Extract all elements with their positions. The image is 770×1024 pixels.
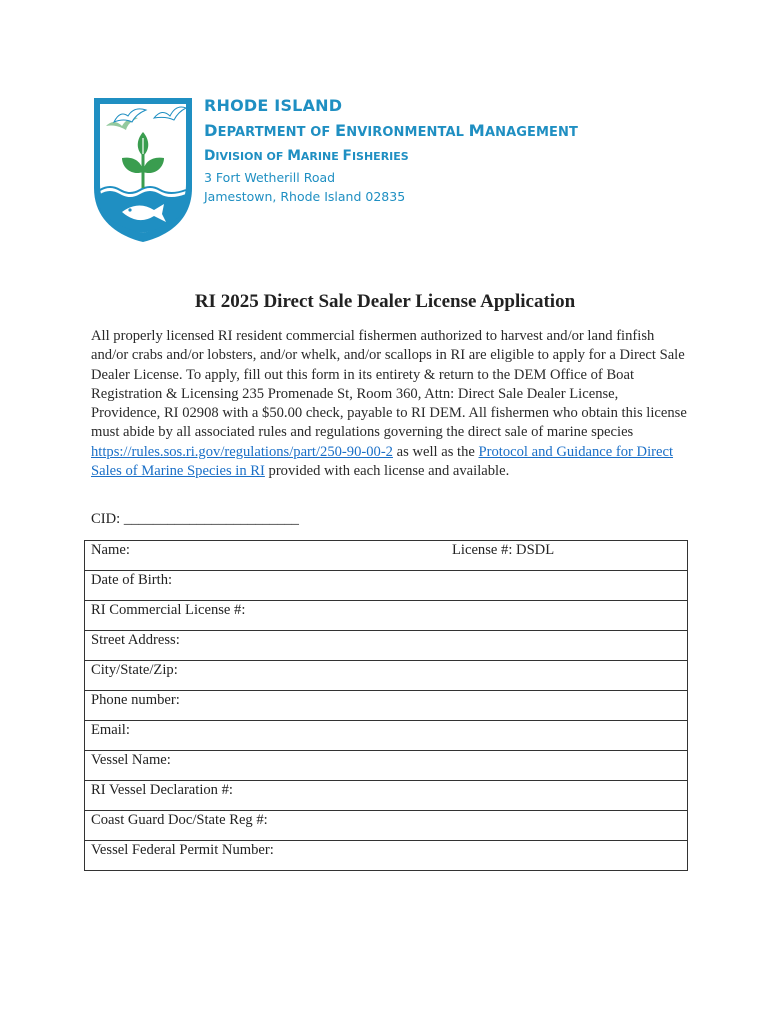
cid-field[interactable]: CID: ________________________ bbox=[91, 511, 299, 527]
form-row-ri-commercial-license[interactable] bbox=[85, 600, 687, 630]
city-state-zip-label: City/State/Zip: bbox=[91, 662, 178, 678]
form-row-ri-vessel-declaration[interactable] bbox=[85, 780, 687, 810]
regulations-link[interactable]: https://rules.sos.ri.gov/regulations/part/250-90-00-2 bbox=[91, 443, 393, 460]
protocol-guidance-link[interactable]: Protocol and Guidance for Direct Sales of Marine Species in RI bbox=[91, 443, 674, 480]
agency-division: DIVISION OF MARINE FISHERIES bbox=[204, 148, 409, 164]
intro-paragraph: All properly licensed RI resident commercial fishermen authorized to harvest and/or land finfish and/or crabs and/or lobsters, and/or whelk, and/or scallops in RI are eligible to apply for a Direct Sale Dealer License. To apply, fill out this form in its entirety & return to the DEM Office of Boat Registration & Licensing 235 Promenade St, Room 360, Attn: Direct Sale Dealer License, Providence, RI 02908 with a $50.00 check, payable to RI DEM. All fishermen who obtain this license must abide by all associated rules and regulations governing the direct sale of marine species https://rules.sos.ri.gov/regulations/part/250-90-00-2 as well as the Protocol and Guidance for Direct Sales of Marine Species in RI provided with each license and available. bbox=[91, 328, 687, 480]
ri-dem-logo-icon bbox=[92, 96, 194, 244]
form-row-date-of-birth[interactable] bbox=[85, 570, 687, 600]
form-row-street-address[interactable] bbox=[85, 630, 687, 660]
vessel-name-label: Vessel Name: bbox=[91, 752, 171, 768]
agency-address-line2: Jamestown, Rhode Island 02835 bbox=[204, 189, 406, 204]
email-label: Email: bbox=[91, 722, 130, 738]
application-form-table bbox=[84, 540, 688, 871]
agency-state: RHODE ISLAND bbox=[204, 96, 343, 115]
phone-number-label: Phone number: bbox=[91, 692, 180, 708]
form-row-phone-number[interactable] bbox=[85, 690, 687, 720]
letterhead bbox=[204, 95, 578, 206]
agency-address-line1: 3 Fort Wetherill Road bbox=[204, 170, 336, 185]
ri-vessel-declaration-label: RI Vessel Declaration #: bbox=[91, 782, 233, 798]
form-row-vessel-federal-permit[interactable] bbox=[85, 840, 687, 870]
form-row-city-state-zip[interactable] bbox=[85, 660, 687, 690]
agency-department: DEPARTMENT OF ENVIRONMENTAL MANAGEMENT bbox=[204, 121, 578, 140]
page-title: RI 2025 Direct Sale Dealer License Application bbox=[194, 291, 576, 312]
date-of-birth-label: Date of Birth: bbox=[91, 572, 173, 588]
name-label: Name: bbox=[91, 542, 130, 558]
street-address-label: Street Address: bbox=[91, 632, 180, 648]
form-row-name[interactable] bbox=[85, 541, 687, 570]
license-number-label: License #: DSDL bbox=[452, 542, 555, 558]
coast-guard-doc-label: Coast Guard Doc/State Reg #: bbox=[91, 812, 268, 828]
vessel-federal-permit-label: Vessel Federal Permit Number: bbox=[91, 842, 274, 858]
ri-commercial-license-label: RI Commercial License #: bbox=[91, 602, 246, 618]
form-row-email[interactable] bbox=[85, 720, 687, 750]
form-row-coast-guard-doc[interactable] bbox=[85, 810, 687, 840]
form-row-vessel-name[interactable] bbox=[85, 750, 687, 780]
